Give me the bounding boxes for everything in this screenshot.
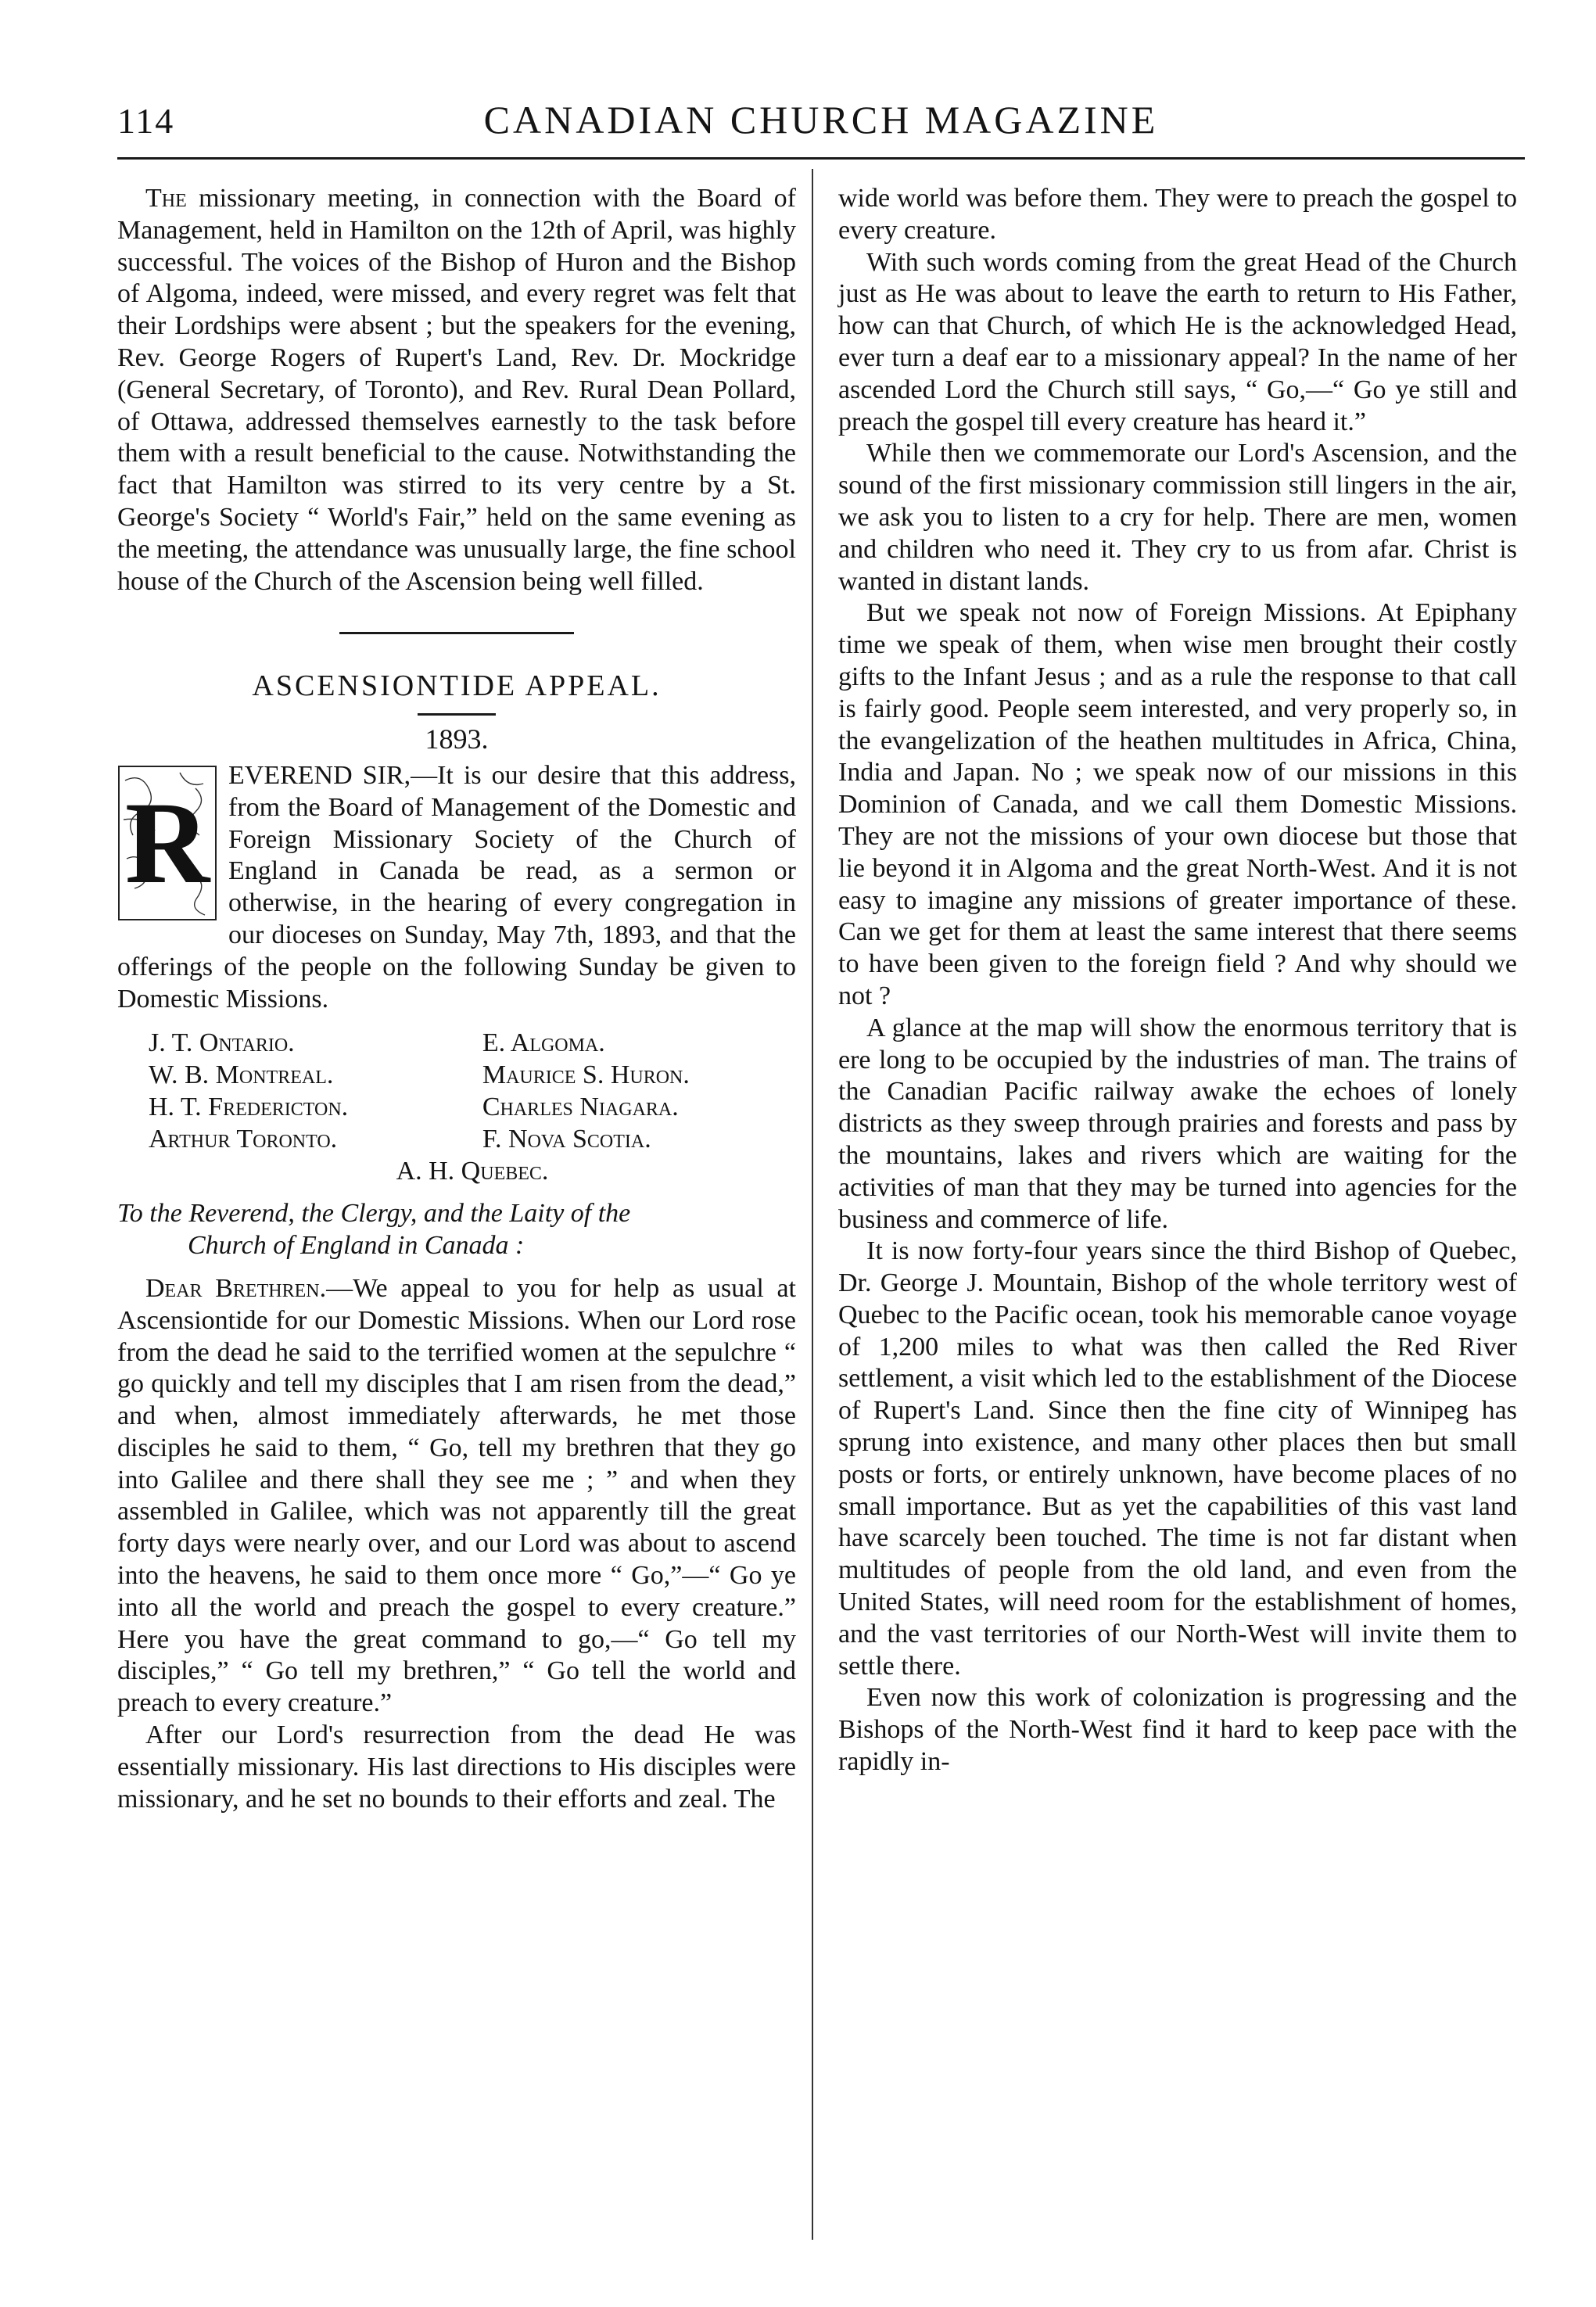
- address-line-1: To the Reverend, the Clergy, and the Laity of the: [117, 1199, 631, 1229]
- letter-paragraph: [117, 1273, 796, 1720]
- salutation: Dear Brethren.: [145, 1273, 327, 1303]
- signature-row: [117, 1156, 796, 1188]
- heading-rule: [418, 713, 496, 716]
- section-divider: [339, 632, 574, 634]
- signature-row: [117, 1124, 796, 1156]
- letter-text: —We appeal to you for help as usual at Ascensiontide for our Domestic Missions. When our Lord rose from the dead he said to the terrified women at the sepulchre “ go quickly and tell my disciples that I am risen from the dead,” and when, almost immediately afterwards, he met those disciples he said to them, “ Go, tell my brethren that they go into Galilee and there shall they see me ; ” and when they assembled in Galilee, which was not apparently till the great forty days were nearly over, and our Lord was about to ascend into the heavens, he said to them once more “ Go,”—“ Go ye into all the world and preach the gospel to every creature.” Here you have the great command to go,—“ Go tell my disciples,” “ Go tell my brethren,” “ Go tell the world and preach to every creature.”: [117, 1273, 796, 1718]
- signature: W. B. Montreal.: [149, 1060, 334, 1090]
- left-column: [117, 183, 796, 1815]
- body-paragraph: It is now forty-four years since the third Bishop of Quebec, Dr. George J. Mountain, Bishop of the whole territory west of Quebec to the Pacific ocean, took his memorable canoe voyage of 1,200 miles to what was then called the Red River settlement, a visit which led to the establishment of the Diocese of Rupert's Land. Since then the fine city of Winnipeg has sprung into existence, and many other places then but small posts or forts, or entirely unknown, have become places of no small importance. But as yet the capabilities of this vast land have scarcely been touched. The time is not far distant when multitudes of people from the old land, and even from the United States, will need room for the establishment of homes, and the vast territories of our North-West will invite them to settle there.: [838, 1236, 1517, 1681]
- body-paragraph: But we speak not now of Foreign Missions. At Epiphany time we speak of them, when wise men brought their costly gifts to the Infant Jesus ; and as a rule the response to that call is fairly good. People seem interested, and very properly so, in the evangelization of the heathen multitudes in Africa, China, India and Japan. No ; we speak now of our missions in this Dominion of Canada, and we call them Domestic Missions. They are not the missions of your own diocese but those that lie beyond it in Algoma and the great North-West. And it is not easy to imagine any missions of greater importance of these. Can we get for them at least the same interest that there seems to have been given to the foreign field ? And why should we not ?: [838, 598, 1517, 1010]
- intro-paragraph: [117, 183, 796, 597]
- page-header: [117, 94, 1525, 156]
- appeal-text: EVEREND SIR,—It is our desire that this address, from the Board of Management of the Domestic and Foreign Missionary Society of the Church of England in Canada be read, as a sermon or otherwise, in the hearing of every congregation in our dioceses on Sunday, May 7th, 1893, and that the offerings of the people on the following Sunday be given to Domestic Missions.: [117, 760, 796, 1014]
- signature-row: [117, 1028, 796, 1060]
- header-rule: [117, 157, 1525, 160]
- right-column: [838, 183, 1517, 1778]
- signature: E. Algoma.: [482, 1028, 605, 1058]
- signature: A. H. Quebec.: [396, 1156, 549, 1186]
- signature-row: [117, 1060, 796, 1092]
- address-line-2: Church of England in Canada :: [188, 1231, 525, 1261]
- signature: Maurice S. Huron.: [482, 1060, 690, 1090]
- body-paragraph: While then we commemorate our Lord's Ascension, and the sound of the first missionary commission still lingers in the air, we ask you to listen to a cry for help. There are men, women and children who need it. They cry to us from afar. Christ is wanted in distant lands.: [838, 439, 1517, 596]
- signature: J. T. Ontario.: [149, 1028, 295, 1058]
- body-paragraph: Even now this work of colonization is progressing and the Bishops of the North-West find it hard to keep pace with the rapidly in-: [838, 1683, 1517, 1777]
- signature: F. Nova Scotia.: [482, 1124, 651, 1154]
- signature: Arthur Toronto.: [149, 1124, 338, 1154]
- body-paragraph: A glance at the map will show the enormous territory that is ere long to be occupied by the industries of man. The trains of the Canadian Pacific railway awake the echoes of lonely districts as they sweep through prairies and forests and pass by the mountains, lakes and rivers which are waiting for the activities of man that they may be turned into agencies for the business and commerce of life.: [838, 1013, 1517, 1234]
- signatures-table: [117, 1028, 796, 1187]
- page-number: 114: [117, 101, 175, 141]
- body-paragraph: wide world was before them. They were to preach the gospel to every creature.: [838, 184, 1517, 245]
- article-heading: ASCENSIONTIDE APPEAL.: [252, 669, 662, 703]
- signature-row: [117, 1092, 796, 1124]
- article-year: 1893.: [425, 723, 489, 755]
- intro-text: missionary meeting, in connection with the Board of Management, held in Hamilton on the 12th of April, was highly successful. The voices of the Bishop of Huron and the Bishop of Algoma, indeed, were missed, and every regret was felt that their Lordships were absent ; but the speakers for the evening, Rev. George Rogers of Rupert's Land, Rev. Dr. Mockridge (General Secretary, of Toronto), and Rev. Rural Dean Pollard, of Ottawa, addressed themselves earnestly to the task before them with a result beneficial to the cause. Notwithstanding the fact that Hamilton was stirred to its very centre by a St. George's Society “ World's Fair,” held on the same evening as the meeting, the attendance was unusually large, the fine school house of the Church of the Ascension being well filled.: [117, 184, 796, 596]
- intro-lead-word: The: [145, 184, 187, 213]
- running-title: CANADIAN CHURCH MAGAZINE: [483, 98, 1159, 142]
- body-paragraph: After our Lord's resurrection from the dead He was essentially missionary. His last directions to His disciples were missionary, and he set no bounds to their efforts and zeal. The: [117, 1720, 796, 1814]
- signature: H. T. Fredericton.: [149, 1092, 349, 1121]
- svg-text:R: R: [124, 777, 210, 908]
- dropcap-ornament-icon: [117, 765, 217, 921]
- ornamental-dropcap-r: [117, 765, 217, 921]
- appeal-paragraph: [117, 760, 796, 1015]
- address-line: [117, 1198, 796, 1262]
- column-divider: [812, 169, 813, 2240]
- body-paragraph: With such words coming from the great Head of the Church just as He was about to leave the earth to return to His Father, how can that Church, of which He is the acknowledged Head, ever turn a deaf ear to a missionary appeal? In the name of her ascended Lord the Church still says, “ Go,—“ Go ye still and preach the gospel till every creature has heard it.”: [838, 247, 1517, 436]
- signature: Charles Niagara.: [482, 1092, 679, 1121]
